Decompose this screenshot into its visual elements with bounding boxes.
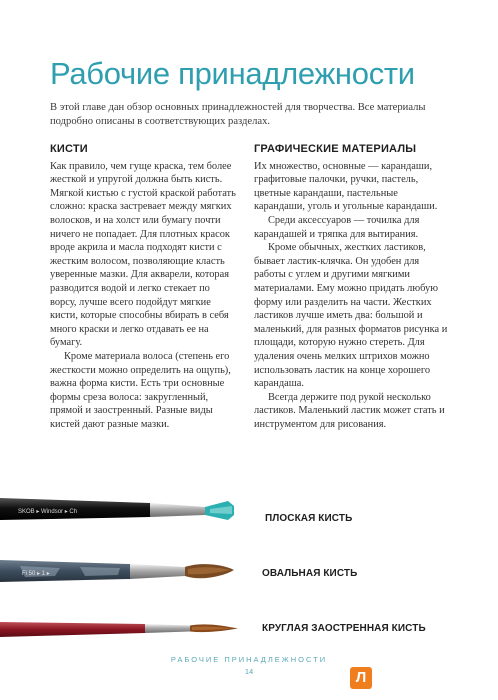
brushes-paragraph-1: Как правило, чем гуще краска, тем более жесткой и упругой должна быть кисть. Мягкой кистью с густой краской работать сложно: краска застревает между мягких волосков, и на холст или бумагу почти ничего не попадает. Для плотных красок вроде акрила и масла подходят кисти с жестким волосом, позволяющие класть уверенные мазки. Для акварели, которая разводится водой и легко стекает по ворсу, лучше всего подойдут мягкие кисти, которые способны вбирать в себя много краски и легко отдавать ее на бумагу. <box>50 160 236 349</box>
logo-letter: Л <box>355 669 367 686</box>
graphic-paragraph-2: Среди аксессуаров — точилка для карандашей и тряпка для вытирания. <box>254 214 420 240</box>
graphic-paragraph-4: Всегда держите под рукой несколько ластиков. Маленький ластик может стать и инструментом для рисования. <box>254 391 445 430</box>
oval-brush <box>0 560 234 582</box>
publisher-logo <box>350 667 372 689</box>
page-number: 14 <box>244 667 254 676</box>
page-title: Рабочие принадлежности <box>50 56 415 91</box>
brushes-heading: КИСТИ <box>50 143 88 155</box>
brushes-illustration <box>0 482 498 652</box>
flat-brush-handle-text: SKOB ▸ Windsor ▸ Ch <box>18 509 78 515</box>
brushes-column <box>50 143 236 431</box>
graphic-paragraph-1: Их множество, основные — карандаши, графитовые палочки, ручки, пастель, цветные карандаши, пастельные карандаши, уголь и угольные карандаши. <box>254 160 438 213</box>
graphic-paragraph-3: Кроме обычных, жестких ластиков, бывает ластик-клячка. Он удобен для работы с углем и другими мягкими материалами. Ему можно придать любую форму или разделить на части. Жестких ластиков лучше иметь два: большой и маленький, для разных форматов рисунка и площади, которую нужно стереть. Для удаления очень мелких штрихов можно использовать ластик на конце хорошего карандаша. <box>254 242 448 390</box>
brushes-paragraph-2: Кроме материала волоса (степень его жесткости можно определить на ощупь), важна форма кисти. Есть три основные формы среза волоса: закругленный, прямой и заостренный. Разные виды кистей дают разные мазки. <box>50 350 231 430</box>
intro-paragraph: В этой главе дан обзор основных принадлежностей для творчества. Все материалы подробно описаны в соответствующих разделах. <box>50 102 426 127</box>
graphic-materials-column <box>254 143 450 431</box>
oval-brush-label: ОВАЛЬНАЯ КИСТЬ <box>262 568 358 579</box>
round-brush-label: КРУГЛАЯ ЗАОСТРЕННАЯ КИСТЬ <box>262 623 426 634</box>
oval-brush-handle-text: Fi 50 ▸ 1 ▸ <box>22 571 50 577</box>
flat-brush-label: ПЛОСКАЯ КИСТЬ <box>265 513 353 524</box>
flat-brush <box>0 498 234 520</box>
footer-section-title: РАБОЧИЕ ПРИНАДЛЕЖНОСТИ <box>170 655 328 664</box>
round-brush <box>0 622 238 637</box>
graphic-materials-heading: ГРАФИЧЕСКИЕ МАТЕРИАЛЫ <box>254 143 417 155</box>
